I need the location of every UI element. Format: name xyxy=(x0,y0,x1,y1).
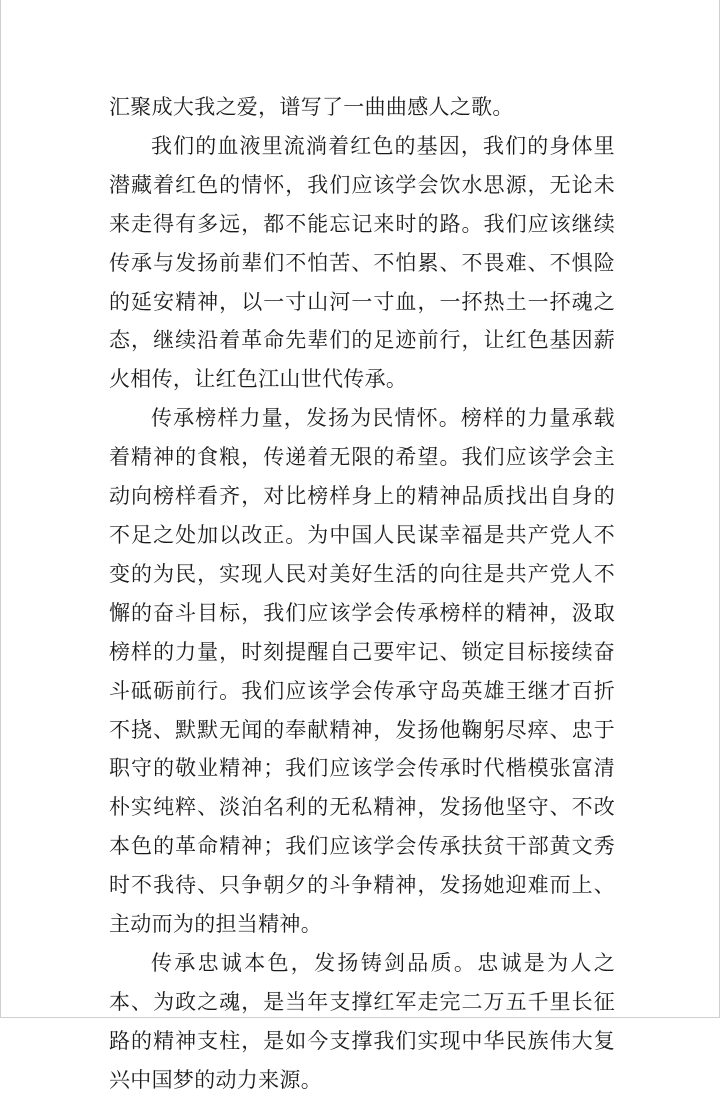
paragraph-3: 传承榜样力量，发扬为民情怀。榜样的力量承载着精神的食粮，传递着无限的希望。我们应该学会主动向榜样看齐，对比榜样身上的精神品质找出自身的不足之处加以改正。为中国人民谋幸福是共产党人不变的为民，实现人民对美好生活的向往是共产党人不懈的奋斗目标，我们应该学会传承榜样的精神，汲取榜样的力量，时刻提醒自己要牢记、锁定目标接续奋斗砥砺前行。我们应该学会传承守岛英雄王继才百折不挠、默默无闻的奉献精神，发扬他鞠躬尽瘁、忠于职守的敬业精神；我们应该学会传承时代楷模张富清朴实纯粹、淡泊名利的无私精神，发扬他坚守、不改本色的革命精神；我们应该学会传承扶贫干部黄文秀时不我待、只争朝夕的斗争精神，发扬她迎难而上、主动而为的担当精神。 xyxy=(109,406,615,937)
paragraph-2: 我们的血液里流淌着红色的基因，我们的身体里潜藏着红色的情怀，我们应该学会饮水思源，无论未来走得有多远，都不能忘记来时的路。我们应该继续传承与发扬前辈们不怕苦、不怕累、不畏难、不惧险的延安精神，以一寸山河一寸血，一抔热土一抔魂之态，继续沿着革命先辈们的足迹前行，让红色基因薪火相传，让红色江山世代传承。 xyxy=(109,133,615,392)
paragraph-4: 传承忠诚本色，发扬铸剑品质。忠诚是为人之本、为政之魂，是当年支撑红军走完二万五千里长征路的精神支柱，是如今支撑我们实现中华民族伟大复兴中国梦的动力来源。 xyxy=(109,950,615,1092)
paragraph-1: 汇聚成大我之爱，谱写了一曲曲感人之歌。 xyxy=(109,95,514,119)
document-body xyxy=(109,88,615,1100)
